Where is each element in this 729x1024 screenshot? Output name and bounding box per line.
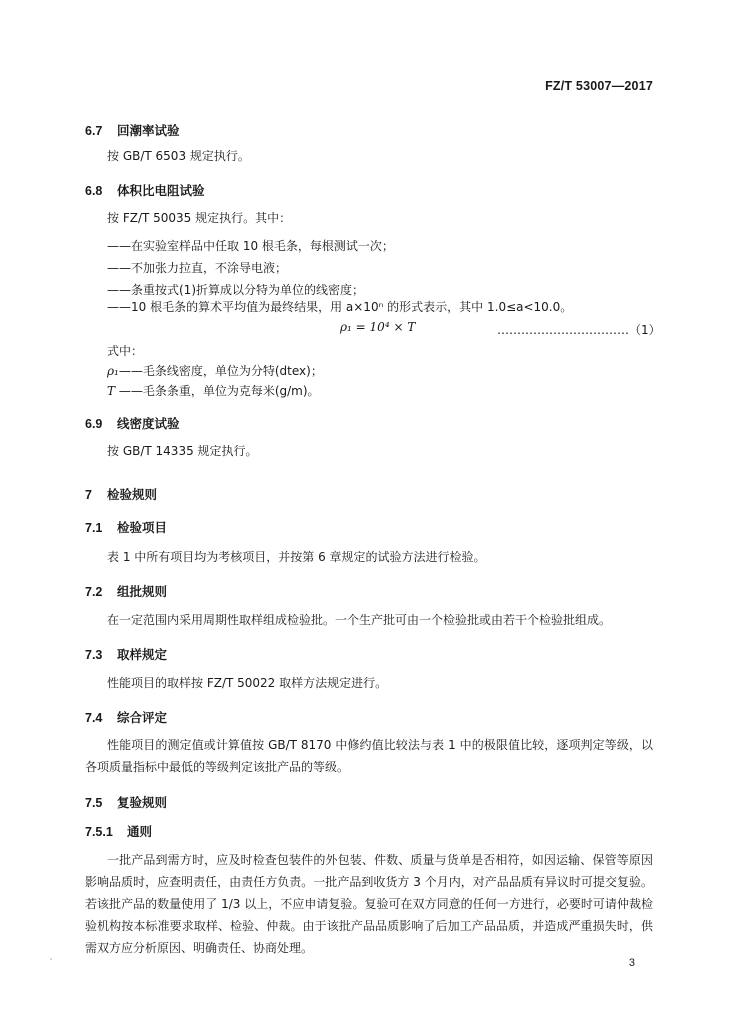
section-6-9-text: 按 GB/T 14335 规定执行。 [107, 444, 258, 458]
formula-variable-rho: ρ₁——毛条线密度，单位为分特(dtex)； [107, 364, 323, 378]
section-7-2-heading: 7.2 组批规则 [85, 584, 168, 599]
list-item: ——在实验室样品中任取 10 根毛条，每根测试一次； [107, 239, 394, 253]
section-6-7-text: 按 GB/T 6503 规定执行。 [107, 149, 250, 163]
document-code: FZ/T 53007—2017 [545, 79, 653, 93]
section-7-5-1-heading: 7.5.1 通则 [85, 824, 153, 839]
list-item: ——条重按式(1)折算成以分特为单位的线密度； [107, 283, 364, 297]
section-7-4-heading: 7.4 综合评定 [85, 710, 168, 725]
formula-1-reference: ……………………………（1） [497, 323, 661, 337]
section-7-3-text: 性能项目的取样按 FZ/T 50022 取样方法规定进行。 [107, 676, 388, 690]
list-item: ——10 根毛条的算术平均值为最终结果，用 a×10ⁿ 的形式表示，其中 1.0≤a<10.0。 [107, 300, 573, 314]
section-6-8-heading: 6.8 体积比电阻试验 [85, 183, 205, 198]
section-7-3-heading: 7.3 取样规定 [85, 647, 168, 662]
list-item: ——不加张力拉直，不涂导电液； [107, 261, 288, 275]
scan-speck [50, 958, 52, 960]
chapter-7-heading: 7 检验规则 [85, 487, 158, 502]
formula-where-label: 式中： [107, 344, 144, 358]
section-6-9-heading: 6.9 线密度试验 [85, 416, 180, 431]
section-7-2-text: 在一定范围内采用周期性取样组成检验批。一个生产批可由一个检验批或由若干个检验批组成。 [107, 613, 612, 627]
section-7-5-heading: 7.5 复验规则 [85, 795, 168, 810]
section-6-8-intro: 按 FZ/T 50035 规定执行。其中： [107, 211, 292, 225]
page-number: 3 [628, 957, 635, 969]
formula-variable-t: T ——毛条条重，单位为克每米(g/m)。 [107, 384, 320, 398]
section-7-1-text: 表 1 中所有项目均为考核项目，并按第 6 章规定的试验方法进行检验。 [107, 550, 486, 564]
section-6-7-heading: 6.7 回潮率试验 [85, 123, 180, 138]
section-7-5-1-text: 一批产品到需方时，应及时检查包装件的外包装、件数、质量与货单是否相符，如因运输、保管等原因影响品质时，应查明责任，由责任方负责。一批产品到收货方 3 个月内，对产品品质有异议时可提交复验。若该批产品的数量使用了 1/3 以上，不应申请复验。复验可在双方同意的任何一方进行，必要时可请仲裁检验机构按本标准要求取样、检验、仲裁。由于该批产品品质影响了后加工产品品质，并造成严重损失时，供需双方应分析原因、明确责任、协商处理。 [85, 853, 653, 955]
formula-1: ρ₁ = 10⁴ × T [340, 320, 416, 334]
section-7-4-text: 性能项目的测定值或计算值按 GB/T 8170 中修约值比较法与表 1 中的极限值比较，逐项判定等级，以各项质量指标中最低的等级判定该批产品的等级。 [85, 738, 653, 774]
section-7-1-heading: 7.1 检验项目 [85, 520, 168, 535]
